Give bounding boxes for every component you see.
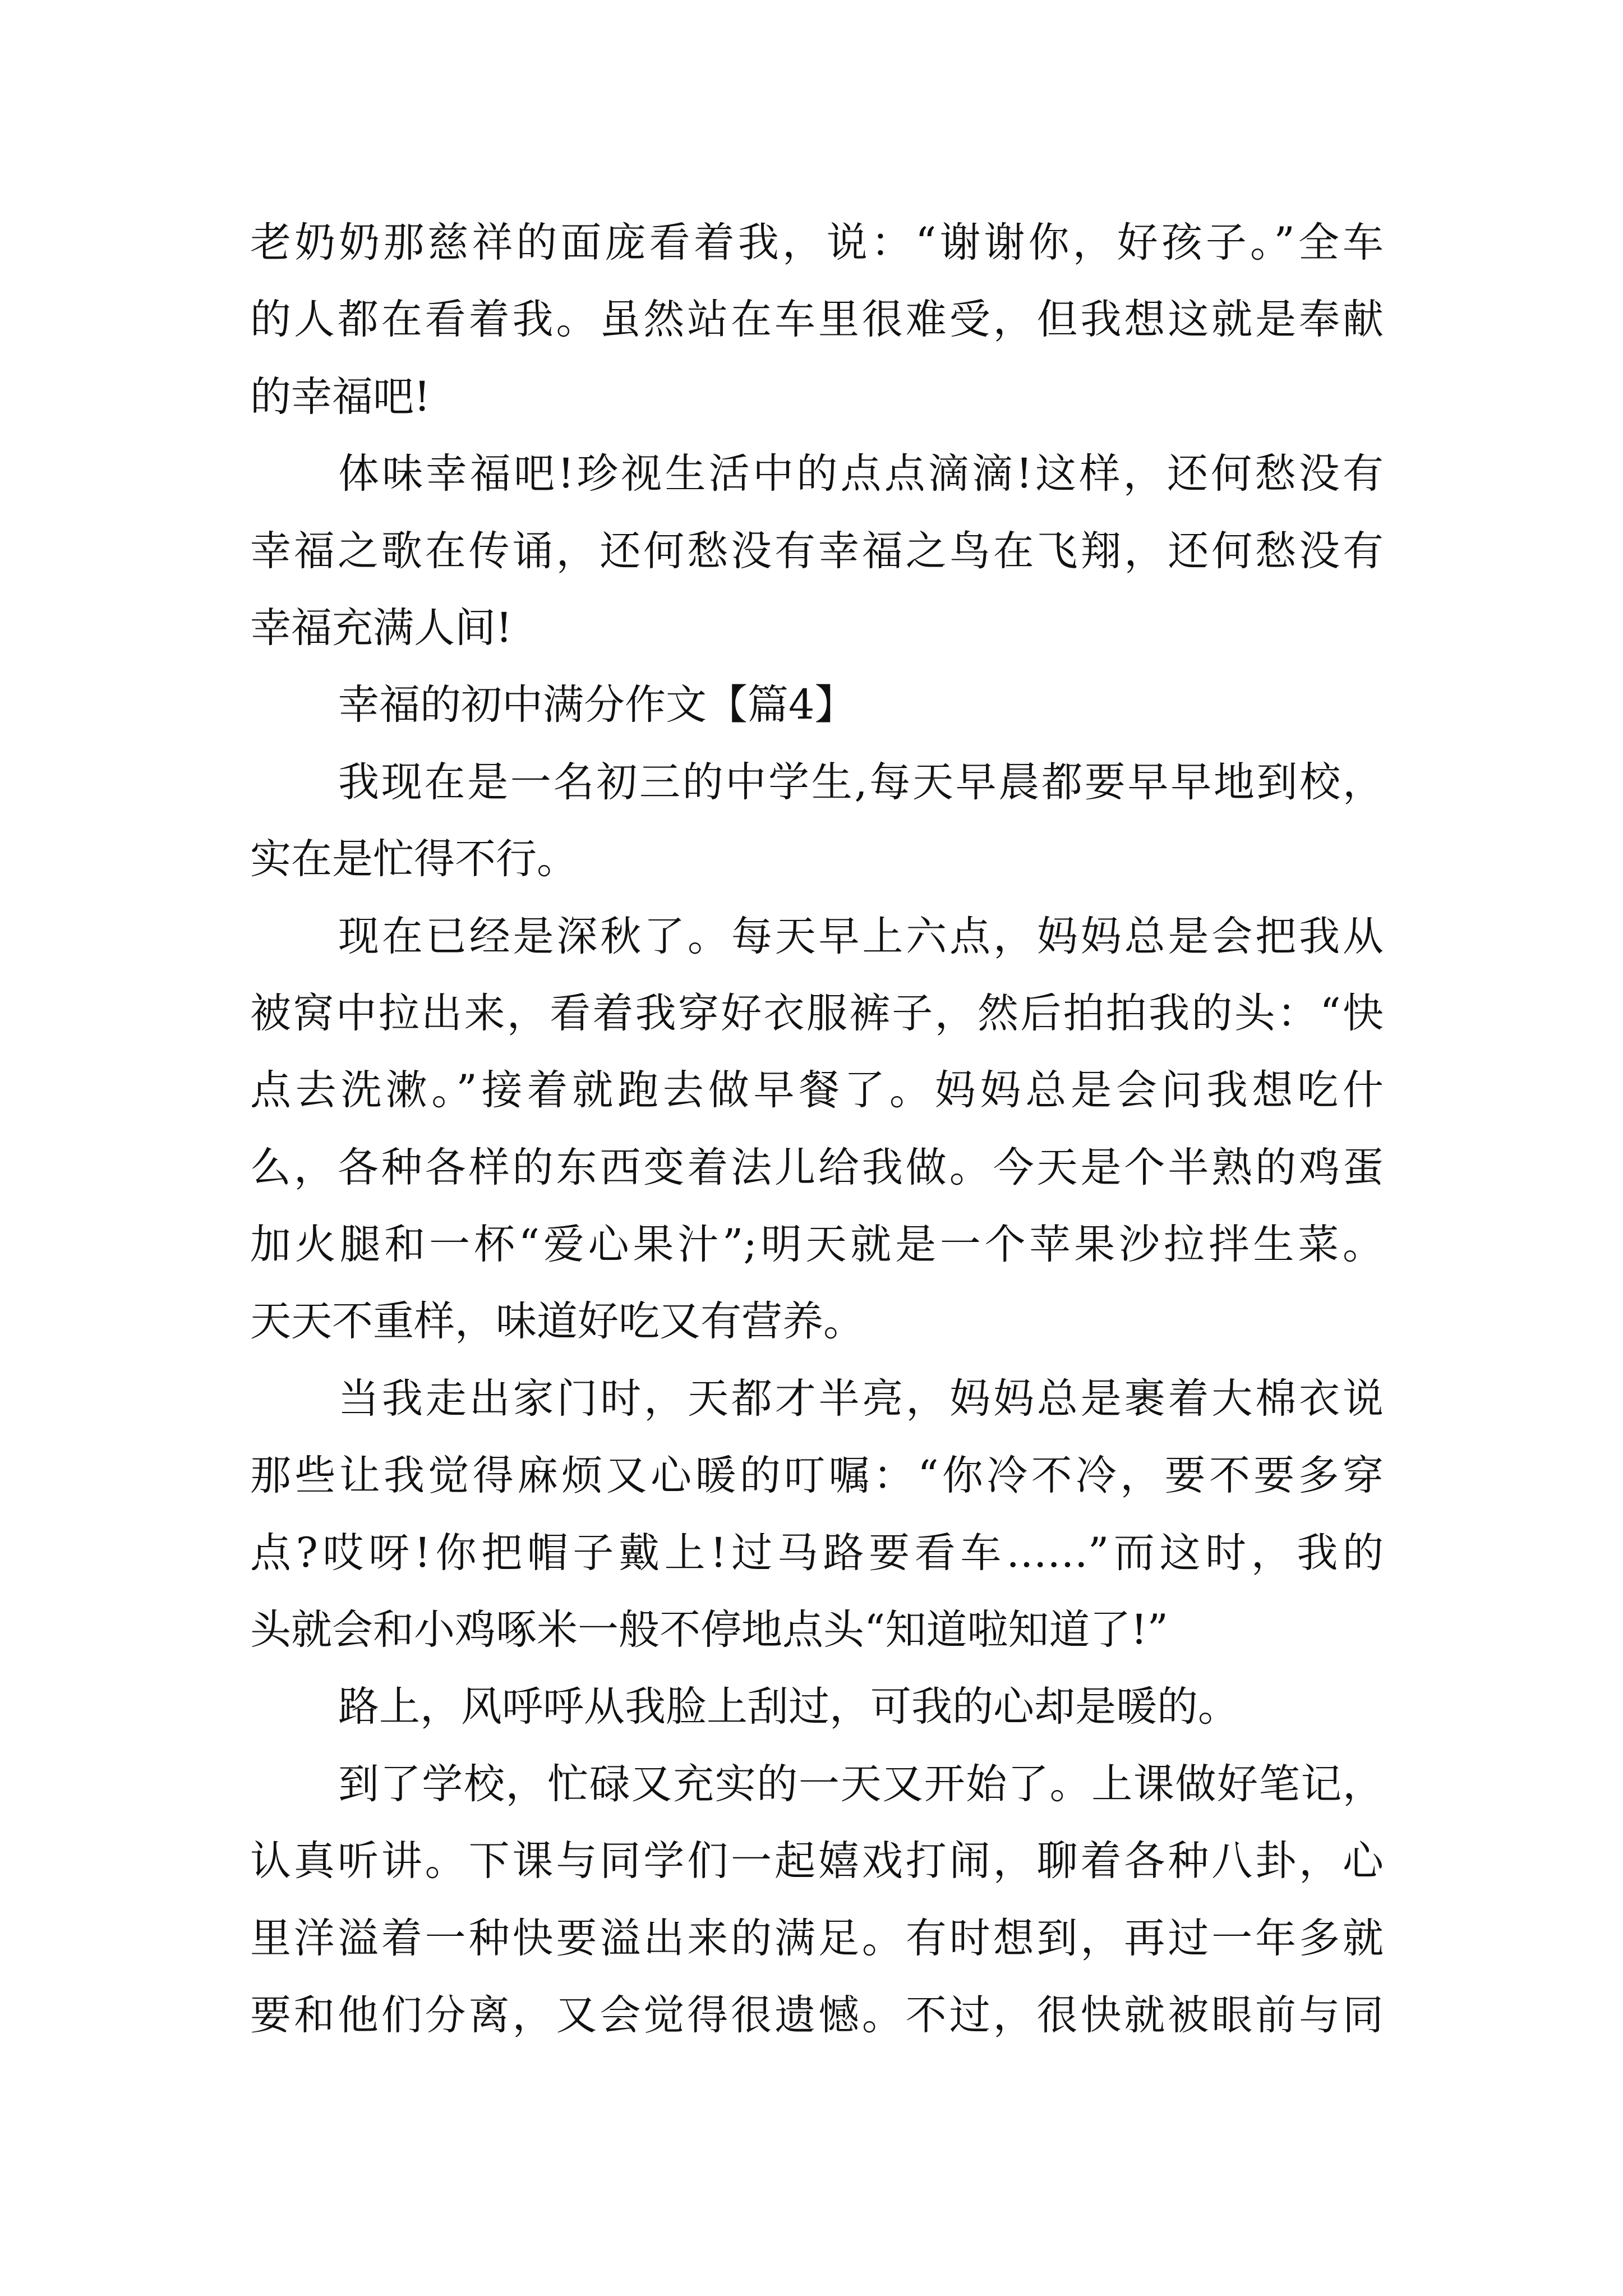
paragraph bbox=[250, 435, 1384, 666]
text-line: 现在已经是深秋了。每天早上六点，妈妈总是会把我从 bbox=[338, 912, 1384, 960]
text-line: 的人都在看着我。虽然站在车里很难受，但我想这就是奉献 bbox=[250, 296, 1384, 344]
body-text bbox=[250, 204, 1384, 2054]
text-line: 那些让我觉得麻烦又心暖的叮嘱：“你冷不冷，要不要多穿 bbox=[250, 1452, 1384, 1500]
text-line: 幸福充满人间! bbox=[250, 604, 513, 652]
text-line: 的幸福吧! bbox=[250, 372, 431, 421]
text-line: 里洋溢着一种快要溢出来的满足。有时想到，再过一年多就 bbox=[250, 1914, 1384, 1962]
paragraph bbox=[250, 1746, 1384, 2054]
text-line: 认真听讲。下课与同学们一起嬉戏打闹，聊着各种八卦，心 bbox=[250, 1837, 1384, 1885]
text-line: 我现在是一名初三的中学生,每天早晨都要早早地到校， bbox=[338, 758, 1384, 806]
text-line: 当我走出家门时，天都才半亮，妈妈总是裹着大棉衣说 bbox=[338, 1374, 1384, 1423]
text-line: 要和他们分离，又会觉得很遗憾。不过，很快就被眼前与同 bbox=[250, 1991, 1384, 2039]
text-line: 老奶奶那慈祥的面庞看着我，说：“谢谢你，好孩子。”全车 bbox=[250, 219, 1384, 266]
paragraph bbox=[250, 204, 1384, 435]
paragraph bbox=[250, 898, 1384, 1360]
text-line: 点去洗漱。”接着就跑去做早餐了。妈妈总是会问我想吃什 bbox=[250, 1066, 1384, 1115]
text-line: 路上，风呼呼从我脸上刮过，可我的心却是暖的。 bbox=[338, 1683, 1239, 1731]
text-line: 幸福之歌在传诵，还何愁没有幸福之鸟在飞翔，还何愁没有 bbox=[250, 527, 1384, 575]
text-line: 么，各种各样的东西变着法儿给我做。今天是个半熟的鸡蛋 bbox=[250, 1143, 1384, 1191]
text-line: 点?哎呀!你把帽子戴上!过马路要看车……”而这时，我的 bbox=[250, 1529, 1384, 1577]
text-line: 天天不重样，味道好吃又有营养。 bbox=[250, 1297, 864, 1346]
text-line: 实在是忙得不行。 bbox=[250, 835, 578, 884]
section-heading-block bbox=[250, 666, 1384, 743]
text-line: 到了学校，忙碌又充实的一天又开始了。上课做好笔记， bbox=[338, 1760, 1384, 1808]
section-heading: 幸福的初中满分作文【篇4】 bbox=[338, 681, 856, 729]
text-line: 加火腿和一杯“爱心果汁”;明天就是一个苹果沙拉拌生菜。 bbox=[250, 1221, 1384, 1269]
text-line: 被窝中拉出来，看着我穿好衣服裤子，然后拍拍我的头：“快 bbox=[250, 989, 1384, 1037]
text-line: 头就会和小鸡啄米一般不停地点头“知道啦知道了!” bbox=[250, 1606, 1168, 1654]
paragraph bbox=[250, 1360, 1384, 1669]
paragraph bbox=[250, 1668, 1384, 1745]
text-line: 体味幸福吧!珍视生活中的点点滴滴!这样，还何愁没有 bbox=[338, 450, 1384, 498]
paragraph bbox=[250, 744, 1384, 898]
